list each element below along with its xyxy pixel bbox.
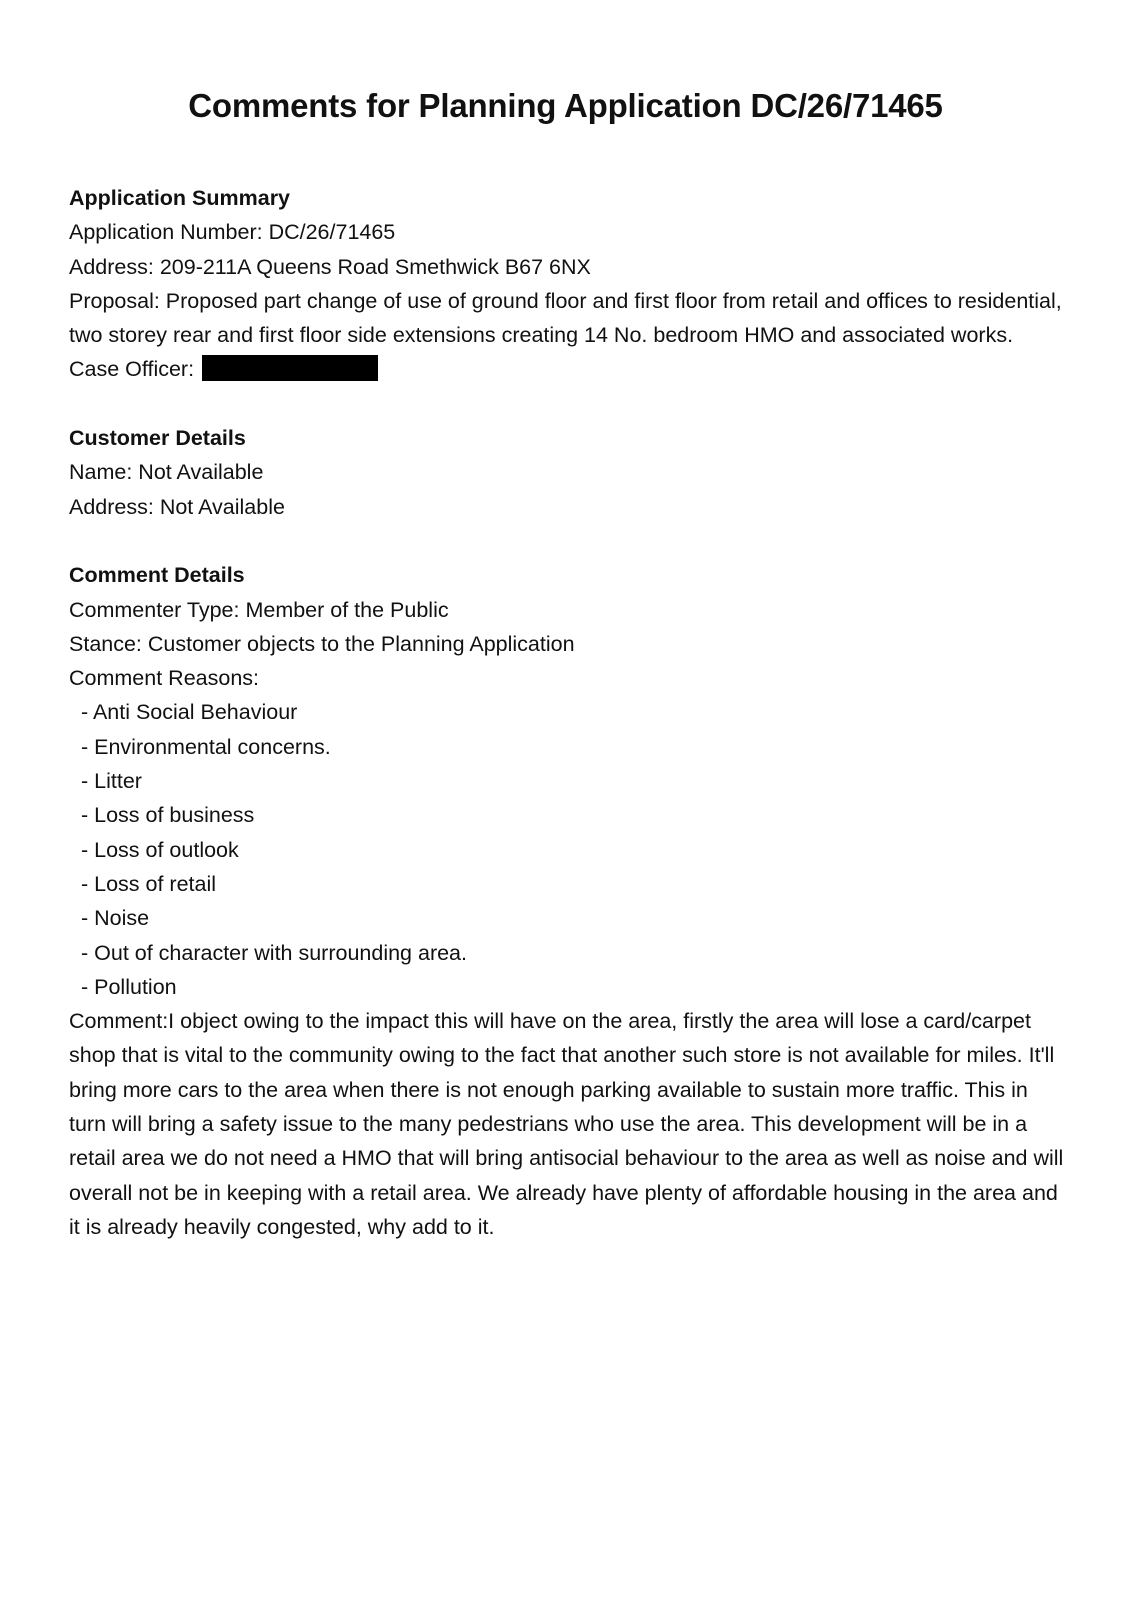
case-officer (69, 352, 1064, 386)
application-summary-heading: Application Summary (69, 186, 291, 210)
document-body (69, 181, 1064, 1244)
comment-reason-item: - Anti Social Behaviour (81, 700, 298, 725)
comment-reason-item: - Noise (81, 906, 150, 931)
comment-reason-item: - Loss of business (81, 803, 255, 828)
comment-reason-item: - Out of character with surrounding area. (81, 940, 467, 965)
section-spacer (69, 524, 1064, 558)
comment-reasons-list (69, 695, 1064, 1004)
comment-details-heading: Comment Details (69, 563, 245, 588)
comment-reason-item: - Loss of outlook (81, 837, 239, 862)
comment-reasons-label: Comment Reasons: (69, 666, 259, 691)
customer-address: Address: Not Available (69, 494, 285, 519)
redaction-block (202, 355, 378, 381)
application-address: Address: 209-211A Queens Road Smethwick B67 6NX (69, 254, 591, 279)
document-title: Comments for Planning Application DC/26/71465 (188, 87, 943, 124)
comment-reason-item: - Pollution (81, 974, 177, 999)
comment-reason-item: - Loss of retail (81, 871, 217, 896)
commenter-type: Commenter Type: Member of the Public (69, 597, 449, 622)
application-summary-section (69, 181, 1064, 387)
customer-name: Name: Not Available (69, 460, 264, 485)
application-number: Application Number: DC/26/71465 (69, 220, 396, 245)
customer-details-heading: Customer Details (69, 426, 246, 451)
comment-details-section (69, 558, 1064, 1244)
section-spacer (69, 387, 1064, 421)
customer-details-section (69, 421, 1064, 524)
application-proposal: Proposal: Proposed part change of use of ground floor and first floor from retail and offices to residential, two storey rear and first floor side extensions creating 14 No. bedroom HMO and associated works. (69, 288, 1062, 348)
comment-reason-item: - Environmental concerns. (81, 734, 331, 759)
comment-text: Comment:I object owing to the impact this will have on the area, firstly the area will lose a card/carpet shop that is vital to the community owing to the fact that another such store is not available for miles. It'll bring more cars to the area when there is not enough parking available to sustain more traffic. This in turn will bring a safety issue to the many pedestrians who use the area. This development will be in a retail area we do not need a HMO that will bring antisocial behaviour to the area as well as noise and will overall not be in keeping with a retail area. We already have plenty of affordable housing in the area and it is already heavily congested, why add to it. (69, 1009, 1064, 1239)
stance: Stance: Customer objects to the Planning Application (69, 631, 575, 656)
comment-reason-item: - Litter (81, 769, 142, 794)
case-officer-label: Case Officer: (69, 357, 195, 382)
